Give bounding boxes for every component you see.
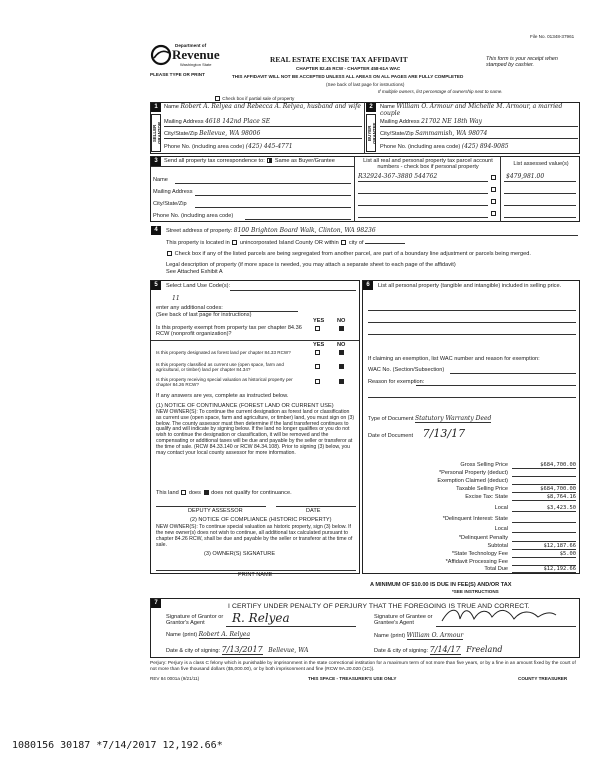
reason-label: Reason for exemption:	[368, 379, 425, 385]
form-chapter: CHAPTER 82.45 RCW - CHAPTER 458-61A WAC	[296, 66, 401, 71]
no-header-2: NO	[337, 342, 346, 348]
grantee-name-row: Name (print) William O. Armour	[374, 632, 464, 639]
current-use-no-checkbox[interactable]	[339, 364, 344, 369]
personal-property-label: List all personal property (tangible and intangible) included in selling price.	[378, 283, 562, 289]
land-use-label: Select Land Use Code(s):	[166, 283, 231, 289]
delinquent-local[interactable]	[512, 526, 576, 533]
section-1-number: 1	[151, 103, 161, 112]
section-7-number: 7	[151, 599, 161, 608]
notice1-title: (1) NOTICE OF CONTINUANCE (FOREST LAND OR CURRENT USE)	[156, 403, 334, 409]
forest-yes-checkbox[interactable]	[315, 350, 320, 355]
receipt-note: This form is your receipt when stamped by cashier.	[486, 56, 558, 69]
delinquent-penalty-row: *Delinquent Penalty	[366, 535, 578, 542]
forest-question: Is this property designated as forest land per chapter 84.33 RCW?	[156, 350, 291, 355]
print-name-label: PRINT NAME	[238, 572, 273, 578]
section-4-number: 4	[151, 226, 161, 235]
logo-dept: Department of	[175, 43, 207, 48]
grantee-signature-icon	[440, 605, 558, 627]
gross-price-row: Gross Selling Price $684,700.00	[460, 462, 576, 468]
taxable-price-row: Taxable Selling Price $684,700.00	[456, 486, 576, 492]
date-label: DATE	[306, 508, 321, 514]
buyer-phone-row: Phone No. (including area code) (425) 894-9085	[380, 143, 509, 150]
logo-state: Washington State	[180, 62, 212, 67]
subtotal-row: Subtotal $12,187.66	[487, 543, 576, 549]
buyer-city[interactable]: Sammamish, WA 98074	[415, 130, 488, 137]
corr-mailing-label: Mailing Address	[153, 189, 193, 195]
grantor-name-row: Name (print) Robert A. Relyea	[166, 631, 251, 638]
no-header-1: NO	[337, 318, 346, 324]
historic-no-checkbox[interactable]	[339, 379, 344, 384]
exempt-question: Is this property exempt from property tax per chapter 84.36 RCW (nonprofit organization)?	[156, 325, 302, 338]
minimum-note: A MINIMUM OF $10.00 IS DUE IN FEE(S) AND/OR TAX	[370, 582, 512, 588]
section5-see-back: (See back of last page for instructions)	[156, 312, 252, 318]
forest-no-checkbox[interactable]	[339, 350, 344, 355]
personal-property-checkbox-2[interactable]	[491, 187, 496, 192]
personal-property[interactable]	[512, 470, 576, 477]
doc-type-row: Type of Document Statutory Warranty Deed	[368, 415, 492, 422]
historic-yes-checkbox[interactable]	[315, 379, 320, 384]
exempt-no-checkbox[interactable]	[339, 326, 344, 331]
current-use-yes-checkbox[interactable]	[315, 364, 320, 369]
revenue-logo-icon	[150, 44, 172, 66]
doc-type[interactable]: Statutory Warranty Deed	[414, 415, 492, 422]
seller-city-row: City/State/Zip Bellevue, WA 98006	[164, 130, 261, 137]
acceptance-note: THIS AFFIDAVIT WILL NOT BE ACCEPTED UNLESS ALL AREAS ON ALL PAGES ARE FULLY COMPLETED	[232, 74, 464, 79]
corr-phone-label: Phone No. (including area code)	[153, 213, 234, 219]
corr-name-label: Name	[153, 177, 168, 183]
wac-label: WAC No. (Section/Subsection)	[368, 367, 445, 373]
legal-label: Legal description of property (if more space is needed, you may attach a separate sheet to each page of the affidavit)	[166, 262, 456, 268]
assessed-value-header: List assessed value(s)	[513, 161, 569, 167]
total-due-row: Total Due $12,192.66	[484, 566, 576, 572]
seller-tab: SELLER GRANTOR	[151, 114, 161, 152]
multiple-owners-note: If multiple owners, list percentage of ownership next to name.	[378, 89, 503, 94]
gross-price[interactable]: $684,700.00	[512, 462, 576, 469]
revenue-logo	[150, 42, 230, 70]
taxable-price[interactable]: $684,700.00	[512, 486, 576, 493]
street-address[interactable]: 8100 Brighton Board Walk, Clinton, WA 98236	[233, 227, 376, 234]
section-6-number: 6	[363, 281, 373, 290]
doc-date-row: Date of Document 7/13/17	[368, 427, 466, 440]
grantee-date-row: Date & city of signing: 7/14/17 Freeland	[374, 645, 503, 654]
county-treasurer: COUNTY TREASURER	[518, 676, 568, 681]
file-number: File No. 01348-37961	[530, 34, 575, 39]
recording-stamp: 1080156 30187 *7/14/2017 12,192.66*	[12, 740, 223, 751]
owner-signature-label: (3) OWNER(S) SIGNATURE	[204, 551, 276, 557]
seller-name[interactable]: Robert A. Relyea and Rebecca A. Relyea, husband and wife	[180, 103, 361, 110]
segregated-checkbox[interactable]	[167, 251, 172, 256]
grantor-sig-label: Signature of Grantor or Grantor's Agent	[166, 614, 224, 627]
affidavit-fee-row: *Affidavit Processing Fee	[366, 559, 578, 566]
local-tax-row: Local $3,423.50	[494, 505, 576, 511]
buyer-phone[interactable]: (425) 894-9085	[461, 143, 509, 150]
land-use-code[interactable]: 11	[172, 295, 180, 302]
logo-name: Revenue	[172, 47, 220, 62]
buyer-mailing-row: Mailing Address 21702 NE 18th Way	[380, 118, 483, 125]
does-not-qualify-checkbox[interactable]	[204, 490, 209, 495]
deputy-assessor-label: DEPUTY ASSESSOR	[188, 508, 243, 514]
yes-header-2: YES	[313, 342, 325, 348]
delinquent-local-row: Local	[366, 526, 578, 533]
personal-property-row: *Personal Property (deduct)	[366, 470, 578, 477]
perjury-note: Perjury: Perjury is a class C felony which is punishable by imprisonment in the state correctional institution for a maximum term of not more than five years, or by a fine in an amount fixed by the court of not more than five thousand dollars ($5,000.00), or by both imprisonment and fine (RCW 9A.20.020 (1C)).	[150, 661, 576, 672]
segregated-row: Check box if any of the listed parcels are being segregated from another parcel, are part of a boundary line adjustment or parcels being merged.	[166, 251, 580, 257]
buyer-mailing[interactable]: 21702 NE 18th Way	[421, 118, 483, 125]
qualify-row: This land does does not qualify for continuance.	[156, 490, 292, 496]
grantor-date[interactable]: 7/13/2017	[221, 645, 263, 654]
buyer-city-row: City/State/Zip Sammamish, WA 98074	[380, 130, 488, 137]
notice2-body: NEW OWNER(S): To continue special valuation as historic property, sign (3) below. If the new owner(s) does not wish to continue, all additional tax calculated pursuant to chapter 84.26 RCW, shall be due and payable by the seller or transferor at the time of sale.	[156, 524, 353, 548]
unincorporated-checkbox[interactable]	[232, 240, 237, 245]
seller-phone[interactable]: (425) 445-4771	[245, 143, 293, 150]
personal-property-checkbox-3[interactable]	[491, 199, 496, 204]
correspondence-label-row: Send all property tax correspondence to: Same as Buyer/Grantee	[164, 158, 335, 164]
grantee-date[interactable]: 7/14/17	[429, 645, 461, 654]
seller-phone-row: Phone No. (including area code) (425) 445-4771	[164, 143, 293, 150]
city-checkbox[interactable]	[341, 240, 346, 245]
see-back-note: (See back of last page for instructions)	[326, 82, 405, 87]
doc-date[interactable]: 7/13/17	[422, 427, 466, 440]
section-2-number: 2	[366, 103, 376, 112]
grantor-date-row: Date & city of signing: 7/13/2017 Bellevue, WA	[166, 645, 309, 654]
seller-name-row: Name Robert A. Relyea and Rebecca A. Relyea, husband and wife	[164, 103, 361, 110]
certify-statement: I CERTIFY UNDER PENALTY OF PERJURY THAT THE FOREGOING IS TRUE AND CORRECT.	[228, 603, 530, 610]
print-note: PLEASE TYPE OR PRINT	[150, 72, 205, 77]
grantee-sig-label: Signature of Grantee or Grantee's Agent	[374, 614, 433, 627]
yes-header-1: YES	[313, 318, 325, 324]
corr-city-label: City/State/Zip	[153, 201, 187, 207]
form-title: REAL ESTATE EXCISE TAX AFFIDAVIT	[270, 55, 408, 64]
accounts-header: List all real and personal property tax parcel account numbers - check box if personal property	[363, 158, 493, 171]
state-tax[interactable]: $8,764.16	[512, 494, 576, 501]
rev-number: REV 84 0001a (9/21/11)	[150, 676, 200, 681]
exemption-amount[interactable]	[512, 478, 576, 485]
street-row: Street address of property: 8100 Brighton Board Walk, Clinton, WA 98236	[166, 227, 376, 234]
delinquent-state-row: *Delinquent Interest: State	[366, 516, 578, 523]
current-use-question: Is this property classified as current use (open space, farm and agricultural, or timber) land per chapter 84.34?	[156, 362, 284, 373]
grantor-signature[interactable]: R. Relyea	[232, 611, 290, 625]
buyer-name-row: Name William O. Armour and Michelle M. Armour, a married couple	[380, 103, 563, 117]
grantee-city[interactable]: Freeland	[466, 645, 503, 654]
notice2-title: (2) NOTICE OF COMPLIANCE (HISTORIC PROPERTY)	[190, 517, 332, 523]
assessed-value[interactable]: $479,981.00	[506, 173, 545, 180]
treasurer-space: THIS SPACE - TREASURER'S USE ONLY	[308, 676, 397, 681]
buyer-tab: BUYER GRANTEE	[366, 114, 376, 152]
subtotal[interactable]: $12,187.66	[512, 543, 576, 550]
does-qualify-checkbox[interactable]	[181, 490, 186, 495]
grantee-name[interactable]: William O. Armour	[406, 632, 464, 639]
exempt-yes-checkbox[interactable]	[315, 326, 320, 331]
parcel-number[interactable]: R32924-367-3880 544762	[358, 173, 438, 180]
section-5-number: 5	[151, 281, 161, 290]
personal-property-checkbox-1[interactable]	[491, 175, 496, 180]
buyer-name[interactable]: William O. Armour and Michelle M. Armour, a married couple	[380, 103, 563, 117]
total-due[interactable]: $12,192.66	[512, 566, 576, 573]
tech-fee-row: *State Technology Fee $5.00	[451, 551, 576, 557]
seller-city[interactable]: Bellevue, WA 98006	[199, 130, 261, 137]
grantor-name[interactable]: Robert A. Relyea	[198, 631, 251, 638]
delinquent-penalty[interactable]	[512, 535, 576, 542]
grantor-city[interactable]: Bellevue, WA	[268, 647, 309, 654]
historic-question: Is this property receiving special valuation as historical property per chapter 84.26 RCW?	[156, 377, 293, 388]
seller-mailing[interactable]: 4618 142nd Place SE	[205, 118, 271, 125]
partial-sale-checkbox[interactable]	[215, 96, 220, 101]
legal-description: See Attached Exhibit A	[166, 269, 223, 275]
section-3-number: 3	[151, 157, 161, 166]
exemption-row: Exemption Claimed (deduct)	[366, 478, 578, 485]
state-tax-row: Excise Tax: State $8,764.16	[465, 494, 576, 500]
delinquent-state[interactable]	[512, 516, 576, 523]
partial-sale-note: Check box if partial sale of property	[214, 96, 294, 101]
personal-property-checkbox-4[interactable]	[491, 211, 496, 216]
any-yes-note: If any answers are yes, complete as instructed below.	[156, 393, 289, 399]
tech-fee[interactable]: $5.00	[512, 551, 576, 558]
exemption-label: If claiming an exemption, list WAC number and reason for exemption:	[368, 356, 540, 362]
local-tax[interactable]: $3,423.50	[512, 505, 576, 512]
located-row: This property is located in unincorporated Island County OR within city of	[166, 240, 405, 246]
additional-codes-label: enter any additional codes:	[156, 305, 223, 311]
notice1-body: NEW OWNER(S): To continue the current designation as forest land or classification as current use (open space, farm and agriculture, or timber) land, you must sign on (3) below. The county assessor must then determine if the land transferred continues to qualify and will indicate by signing below. If the land no longer qualifies or you do not wish to continue the designation or classification, it will be removed and the compensating or additional taxes will be due and payable by the seller or transferor at the time of sale. (RCW 84.33.140 or RCW 84.34.108). Prior to signing (3) below, you may contact your local county assessor for more information.	[156, 409, 355, 456]
see-instructions: *SEE INSTRUCTIONS	[452, 589, 499, 594]
seller-mailing-row: Mailing Address 4618 142nd Place SE	[164, 118, 271, 125]
same-as-buyer-checkbox[interactable]	[267, 158, 272, 163]
